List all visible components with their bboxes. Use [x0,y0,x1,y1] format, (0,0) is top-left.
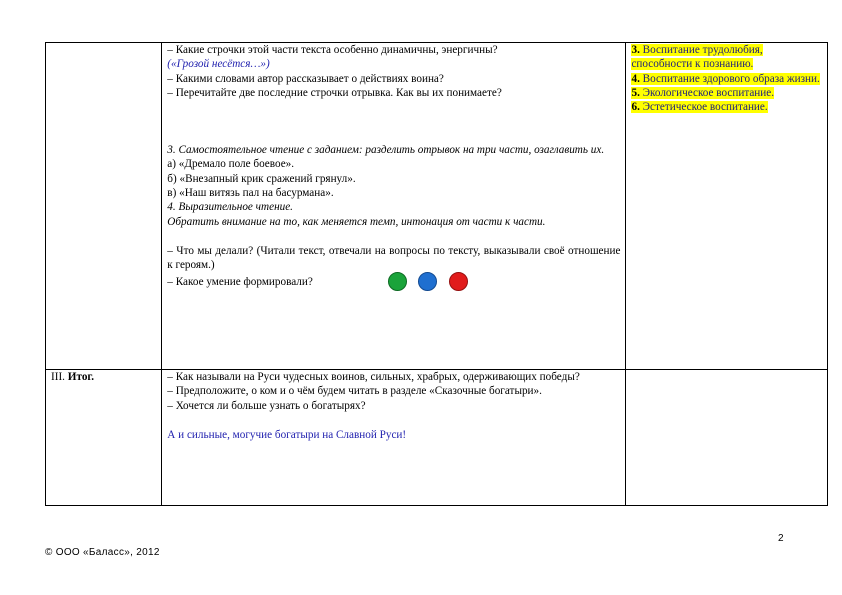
upbringing-item-4: 4. Воспитание здорового образа жизни. [631,72,820,85]
upbringing-cell [626,43,828,370]
upbringing-item-5: 5. Экологическое воспитание. [631,86,775,99]
summary-empty-cell [626,370,828,506]
page-number: 2 [778,533,784,544]
question-3: – Перечитайте две последние строчки отрывка. Как вы их понимаете? [167,86,502,99]
table-row [46,370,828,506]
upbringing-item-3: 3. Воспитание трудолюбия, способности к познанию. [631,44,763,71]
part-b: б) «Внезапный крик сражений грянул». [167,172,356,185]
question-skill: – Какое умение формировали? [167,275,313,288]
stage-cell-summary [46,370,162,506]
part-c: в) «Наш витязь пал на басурмана». [167,187,334,200]
footer-copyright: © ООО «Баласс», 2012 [45,547,160,558]
red-dot-icon [449,272,468,291]
summary-question-1: – Как называли на Руси чудесных воинов, сильных, храбрых, одерживающих победы? [167,371,580,383]
stage-number: III. [51,371,65,383]
stage-cell [46,43,162,370]
task-4-title: 4. Выразительное чтение. [167,201,293,214]
upbringing-item-6: 6. Эстетическое воспитание. [631,101,768,114]
question-1-quote: («Грозой несётся…») [167,58,270,71]
green-dot-icon [388,272,407,291]
task-4-text: Обратить внимание на то, как меняется темп, интонация от части к части. [167,215,546,228]
table-row [46,43,828,370]
lesson-table [45,42,828,506]
question-done: – Что мы делали? (Читали текст, отвечали на вопросы по тексту, выказывали своё отношение к героям.) [167,244,621,272]
task-3: 3. Самостоятельное чтение с заданием: разделить отрывок на три части, озаглавить их. [167,144,605,157]
summary-content-cell [162,370,626,506]
summary-question-2: – Предположите, о ком и о чём будем читать в разделе «Сказочные богатыри». [167,385,542,398]
summary-question-3: – Хочется ли больше узнать о богатырях? [167,399,366,412]
question-skill-line [167,273,620,292]
closing-line: А и сильные, могучие богатыри на Славной Руси! [167,428,407,441]
color-dots [388,272,478,291]
question-1: – Какие строчки этой части текста особенно динамичны, энергичны? [167,44,498,56]
part-a: а) «Дремало поле боевое». [167,158,295,171]
stage-label: Итог. [67,371,95,383]
blue-dot-icon [418,272,437,291]
question-2: – Какими словами автор рассказывает о действиях воина? [167,72,444,85]
content-cell [162,43,626,370]
